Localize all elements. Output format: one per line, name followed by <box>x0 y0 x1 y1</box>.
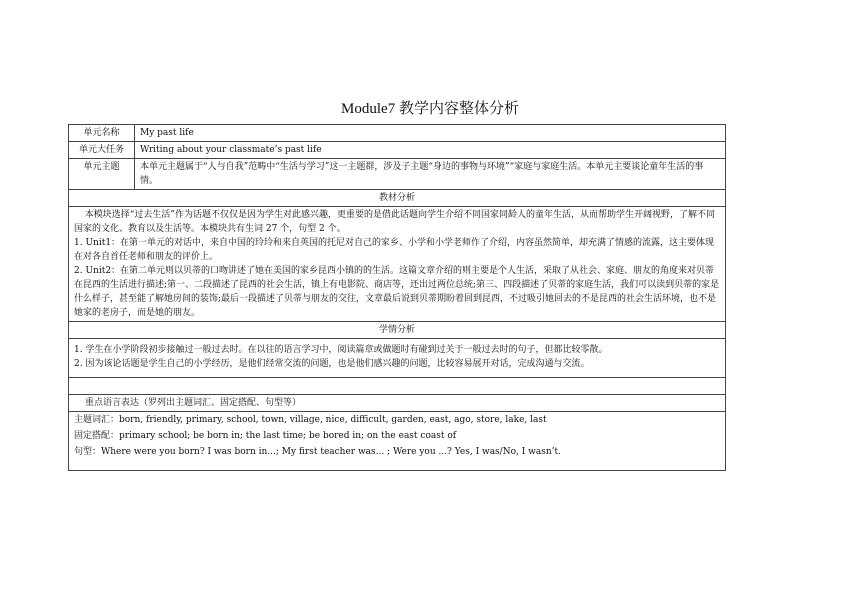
unit-name-value: My past life <box>135 125 726 142</box>
key-language-line: 固定搭配：primary school; be born in; the last time; be bored in; on the east coast of <box>74 431 457 441</box>
textbook-analysis-heading: 教材分析 <box>69 190 726 207</box>
textbook-paragraph: 1. Unit1：在第一单元的对话中，来自中国的玲玲和来自英国的托尼对自己的家乡、小学和小学老师作了介绍，内容虽然简单，却充满了情感的流露，这主要体现在对各自首任老师和朋友的评价上。 <box>74 238 715 262</box>
key-language-header-row <box>69 395 726 412</box>
unit-theme-value: 本单元主题属于“人与自我”范畴中“生活与学习”这一主题群，涉及子主题“身边的事物与环境”“家庭与家庭生活。本单元主要谈论童年生活的事情。 <box>135 159 726 190</box>
unit-name-label: 单元名称 <box>69 125 135 142</box>
page-title: Module7 教学内容整体分析 <box>341 101 519 117</box>
student-analysis-body <box>69 339 726 378</box>
textbook-paragraph: 本模块选择“过去生活”作为话题不仅仅是因为学生对此感兴趣，更重要的是借此话题向学生介绍不同国家同龄人的童年生活，从而帮助学生开阔视野，了解不同国家的文化、教育以及生活等。本模块共有生词 27 个，句型 2 个。 <box>74 210 716 234</box>
key-language-body-row <box>69 412 726 471</box>
blank-cell <box>69 378 726 395</box>
textbook-paragraph: 2. Unit2：在第二单元则以贝蒂的口吻讲述了她在美国的家乡昆西小镇的的生活。这篇文章介绍的则主要是个人生活，采取了从社会、家庭、朋友的角度来对贝蒂在昆西的生活进行描述;第一、二段描述了昆西的社会生活，镇上有电影院、商店等，还出过两位总统;第三、四段描述了贝蒂的家庭生活，我们可以读到贝蒂的家是什么样子，甚至能了解她房间的装饰;最后一段描述了贝蒂与朋友的交往，文章最后说到贝蒂期盼着回到昆西，不过吸引她回去的不是昆西的社会生活环境，也不是她家的老房子，而是她的朋友。 <box>74 266 720 318</box>
key-language-line: 句型：Where were you born? I was born in...; My first teacher was... ; Were you ...? Yes, I was/No, I wasn’t. <box>74 447 561 457</box>
analysis-table <box>68 124 726 471</box>
student-analysis-body-row <box>69 339 726 378</box>
textbook-analysis-body <box>69 207 726 322</box>
unit-theme-row <box>69 159 726 190</box>
textbook-analysis-body-row <box>69 207 726 322</box>
unit-task-label: 单元大任务 <box>69 142 135 159</box>
key-language-heading: 重点语言表达（罗列出主题词汇、固定搭配、句型等） <box>69 395 726 412</box>
student-paragraph: 1. 学生在小学阶段初步接触过一般过去时。在以往的语言学习中，阅读篇章或做题时有碰到过关于一般过去时的句子，但都比较零散。 <box>74 345 608 355</box>
unit-name-row <box>69 125 726 142</box>
key-language-line: 主题词汇：born, friendly, primary, school, town, village, nice, difficult, garden, east, ago, store, lake, last <box>74 415 547 425</box>
unit-task-row <box>69 142 726 159</box>
blank-row <box>69 378 726 395</box>
student-analysis-heading: 学情分析 <box>69 322 726 339</box>
unit-theme-label: 单元主题 <box>69 159 135 190</box>
textbook-analysis-header-row <box>69 190 726 207</box>
key-language-body <box>69 412 726 471</box>
unit-task-value: Writing about your classmate’s past life <box>135 142 726 159</box>
student-paragraph: 2. 因为该论话题是学生自己的小学经历，是他们经常交流的问题，也是他们感兴趣的问题，比较容易展开对话，完成沟通与交流。 <box>74 359 590 369</box>
student-analysis-header-row <box>69 322 726 339</box>
